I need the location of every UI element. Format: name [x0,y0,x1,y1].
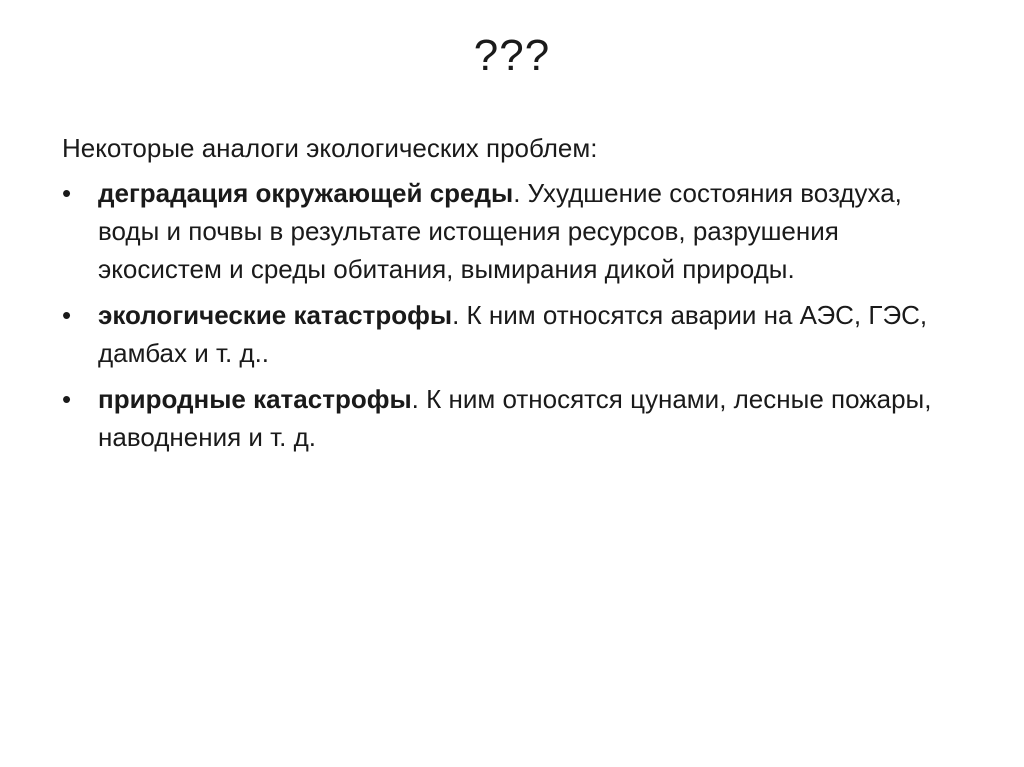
bullet-icon: • [62,178,72,208]
item-term: природные катастрофы [98,384,412,414]
list-item [62,380,942,456]
bullet-icon: • [62,300,72,330]
item-text: . К ним относятся цунами, лесные пожары, наводнения и т. д. [98,384,932,452]
bullet-icon: • [62,384,72,414]
bullet-list [62,174,942,456]
item-term: деградация окружающей среды [98,178,514,208]
list-item [62,296,942,372]
slide-title: ??? [473,31,551,80]
item-text: . К ним относятся аварии на АЭС, ГЭС, дамбах и т. д.. [98,300,928,368]
item-text: . Ухудшение состояния воздуха, воды и почвы в результате истощения ресурсов, разрушения экосистем и среды обитания, вымирания дикой природы. [98,178,902,284]
item-term: экологические катастрофы [98,300,453,330]
intro-text: Некоторые аналоги экологических проблем: [62,133,598,163]
list-item [62,174,942,288]
slide-content [62,130,942,464]
